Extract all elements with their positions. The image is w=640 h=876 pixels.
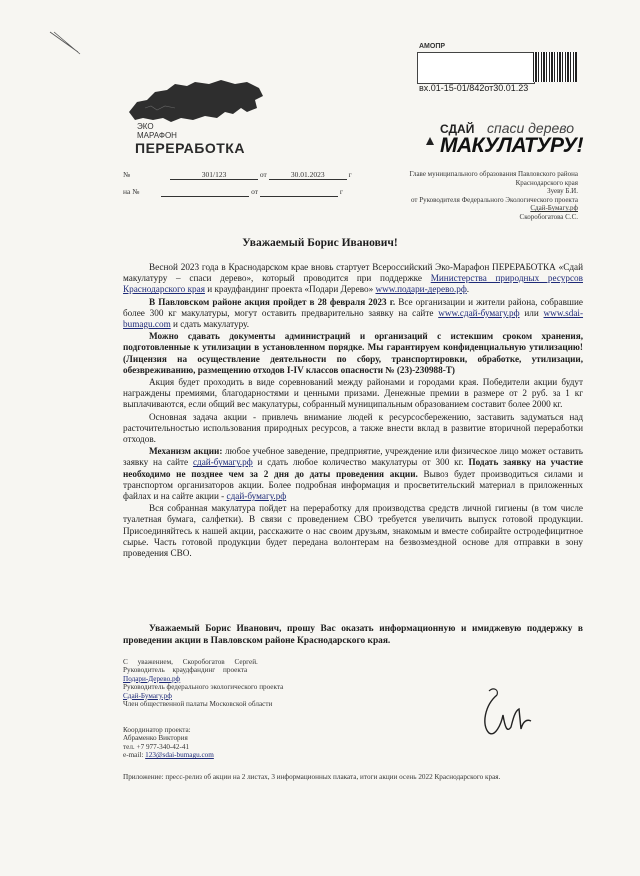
paragraph-intro bbox=[123, 262, 583, 296]
ref-from-label: от bbox=[259, 170, 267, 179]
ref-year: г bbox=[348, 170, 352, 179]
deadline-note: Подать заявку на участие необходимо не позднее чем за 2 дня до даты проведения акции. bbox=[123, 457, 583, 479]
email-label: e-mail: bbox=[123, 751, 146, 760]
ref-on-number bbox=[161, 187, 249, 197]
ref-on-date bbox=[260, 187, 338, 197]
logo-slogan: спаси дерево bbox=[487, 120, 575, 136]
email-link[interactable]: 123@sdai-bumagu.com bbox=[145, 751, 214, 760]
coord-name: Абраменко Виктория bbox=[123, 734, 188, 743]
logo-sdai: СДАЙ bbox=[440, 122, 475, 136]
stamp-number: вх.01-15-01/842от30.01.23 bbox=[419, 83, 529, 93]
addressee-line: от Руководителя Федерального Экологического проекта bbox=[411, 195, 578, 204]
letter-body bbox=[123, 262, 583, 560]
logo-subtitle bbox=[137, 122, 177, 140]
support-request-text: Уважаемый Борис Иванович, прошу Вас оказать информационную и имиджевую поддержку в проведении акции в Павловском районе Краснодарского края. bbox=[123, 624, 583, 646]
coordinator-block bbox=[123, 726, 363, 760]
site-link[interactable]: сдай-бумагу.рф bbox=[226, 491, 287, 502]
signature-block bbox=[123, 658, 353, 708]
event-date: В Павловском районе акция пройдет в 28 февраля 2023 г. bbox=[149, 296, 396, 307]
text: и сдать макулатуру. bbox=[170, 319, 250, 330]
ref-number: 301/123 bbox=[170, 170, 258, 180]
ref-year2: г bbox=[339, 187, 343, 196]
text: Все организации и жители района, собравшие более 300 кг макулатуры, могут оставить предварительно заявку на сайте bbox=[123, 296, 583, 318]
sdai-makulaturu-logo bbox=[425, 120, 595, 160]
recycle-arrow-icon bbox=[425, 136, 435, 146]
addressee-link[interactable]: Сдай-Бумагу.рф bbox=[530, 204, 578, 213]
addressee-line: Краснодарского края bbox=[515, 178, 578, 187]
site-link[interactable]: сдай-бумагу.рф bbox=[192, 457, 253, 468]
salutation: Уважаемый Борис Иванович! bbox=[242, 237, 398, 249]
annex-note: Приложение: пресс-релиз об акции на 2 листах, 3 информационных плаката, итоги акции осень 2022 Краснодарского края. bbox=[123, 773, 501, 781]
handwritten-signature bbox=[475, 675, 555, 745]
text: и сдать любое количество макулатуры от 300 кг. bbox=[252, 457, 469, 468]
paragraph-documents: Можно сдавать документы администраций и организаций с истекшим сроком хранения, подготовленные к утилизации в установленном порядке. Мы гарантируем конфиденциальную утилизацию! (Лицензия на осуществление деятельности по сбору, транспортировки, обработке, утилизации, обезвреживанию, размещению отходов I-IV классов опасности № (23)-230988-Т) bbox=[123, 331, 583, 375]
sig-role3: Член общественной палаты Московской области bbox=[123, 700, 273, 709]
text: . bbox=[466, 284, 470, 295]
eco-marathon-logo bbox=[125, 78, 275, 160]
registration-stamp bbox=[393, 43, 583, 93]
sig-role1: Руководитель краудфандинг проекта bbox=[123, 666, 248, 675]
barcode bbox=[533, 52, 577, 82]
ref-from-label2: от bbox=[251, 187, 259, 196]
paragraph-mechanism bbox=[123, 446, 583, 502]
ref-date: 30.01.2023 bbox=[269, 170, 347, 180]
addressee-line: Зуеву Б.И. bbox=[547, 187, 578, 196]
paragraph-goal: Основная задача акции - привлечь внимание людей к ресурсосбережению, заставить задуматься над расточительностью использования природных ресурсов, а также внести вклад в развитие вторичной переработки отходов. bbox=[123, 411, 583, 445]
ref-on-label: на № bbox=[123, 187, 140, 196]
outgoing-ref bbox=[123, 170, 352, 180]
coord-phone: тел. +7 977-340-42-41 bbox=[123, 742, 190, 751]
pen-mark bbox=[48, 30, 82, 56]
sdai-bumagu-com-link[interactable]: www.sdai-bumagu.com bbox=[123, 307, 584, 330]
addressee-line: Скоробогатова С.С. bbox=[519, 212, 578, 221]
logo-eko: ЭКО bbox=[137, 122, 154, 131]
stamp-label: АМОПР bbox=[419, 43, 446, 50]
sig-regards: С уважением, Скоробогатов Сергей. bbox=[123, 658, 258, 666]
logo-title: ПЕРЕРАБОТКА bbox=[135, 140, 245, 156]
coord-email-row bbox=[123, 751, 363, 759]
addressee-line: Главе муниципального образования Павловского района bbox=[409, 170, 578, 178]
incoming-ref bbox=[123, 187, 343, 197]
stamp-box bbox=[417, 52, 535, 84]
ref-no-label: № bbox=[123, 170, 131, 179]
text: Весной 2023 года в Краснодарском крае вновь стартует Всероссийский Эко-Марафон ПЕРЕРАБОТКА «Сдай макулатуру – спаси дерево», который проводится при поддержке bbox=[123, 262, 583, 284]
logo-makulaturu: МАКУЛАТУРУ! bbox=[440, 134, 583, 157]
podari-derevo-link[interactable]: www.подари-дерево.рф bbox=[375, 284, 467, 295]
logo-marathon: МАРАФОН bbox=[137, 131, 177, 140]
paragraph-recycling: Вся собранная макулатура пойдет на переработку для производства средств личной гигиены (в том числе туалетная бумага, салфетки). В связи с проведением СВО требуется увеличить выпуск готовой продукции. Присоединяйтесь к нашей акции, расскажите о нас своим друзьям, знакомым и вместе собирайте остродефицитное сырье. Часть готовой продукции будет передана волонтерам на безвозмездной основе для отправки в зону проведения СВО. bbox=[123, 503, 583, 559]
sig-role2: Руководитель федерального экологического проекта bbox=[123, 683, 284, 692]
ministry-link[interactable]: Министерства природных ресурсов Краснодарского края bbox=[123, 273, 583, 295]
addressee-block bbox=[378, 170, 578, 222]
paragraph-date bbox=[123, 297, 583, 331]
sdai-bumagu-link[interactable]: Сдай-Бумагу.рф bbox=[123, 691, 172, 700]
russia-map-icon bbox=[125, 78, 265, 126]
text: Вывоз будет производиться силами и транспортом организаторов акции. Более подробная информация и просветительский материал в приложенных файлах и на сайте акции - bbox=[123, 468, 583, 502]
sdai-bumagu-rf-link[interactable]: www.сдай-бумагу.рф bbox=[438, 307, 520, 318]
mechanism-label: Механизм акции: bbox=[149, 446, 223, 457]
text: и краудфандинг проекта «Подари Дерево» bbox=[204, 284, 376, 295]
paragraph-competition: Акция будет проходить в виде соревнований между районами и городами края. Победители акции будут награждены премиями, благодарностями и ценными призами. Денежные премии в размере от 2 руб. за 1 кг выплачиваются, если общий вес макулатуры, собранный муниципальным образованием составит более 2000 кг. bbox=[123, 377, 583, 410]
support-request bbox=[123, 624, 583, 647]
podari-derevo-link[interactable]: Подари-Дерево.рф bbox=[123, 674, 181, 683]
text: любое учебное заведение, предприятие, учреждение или физическое лицо может оставить заявку на сайте bbox=[123, 446, 583, 468]
text: или bbox=[519, 307, 544, 318]
coord-label: Координатор проекта: bbox=[123, 726, 191, 734]
